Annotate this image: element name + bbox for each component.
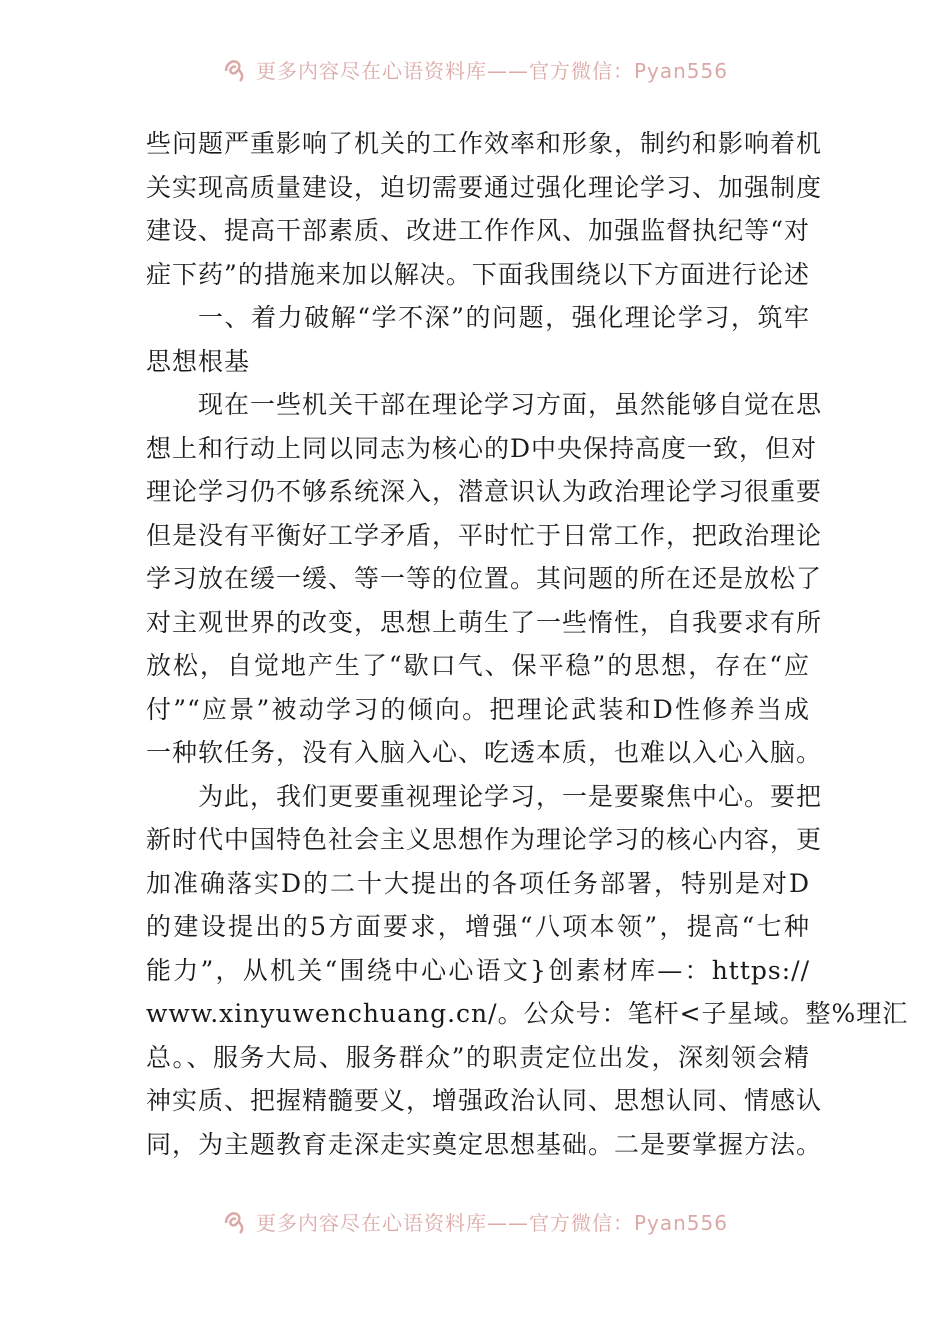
text-line: 加准确落实D的二十大提出的各项任务部署，特别是对D [146,868,810,898]
footer-watermark [0,1206,950,1236]
text-line: 些问题严重影响了机关的工作效率和形象，制约和影响着机 [146,129,823,158]
text-line: 症下药”的措施来加以解决。下面我围绕以下方面进行论述 [146,259,810,289]
section-heading-line: 一、着力破解“学不深”的问题，强化理论学习，筑牢 [198,303,810,332]
text-line: www.xinyuwenchuang.cn/。公众号：笔杆<子星域。整%理汇 [146,999,909,1028]
text-line: 付”“应景”被动学习的倾向。把理论武装和D性修养当成 [146,694,810,724]
text-line: 为此，我们更要重视理论学习，一是要聚焦中心。要把 [198,781,823,811]
watermark-logo-icon [222,55,250,83]
watermark-logo-icon [222,1207,250,1235]
text-line: 建设、提高干部素质、改进工作作风、加强监督执纪等“对 [146,216,810,245]
text-line: 关实现高质量建设，迫切需要通过强化理论学习、加强制度 [146,172,823,202]
section-heading-line: 思想根基 [146,346,251,376]
text-line: 新时代中国特色社会主义思想作为理论学习的核心内容，更 [146,825,823,854]
text-line: 的建设提出的5方面要求，增强“八项本领”，提高“七种 [146,912,810,941]
text-line: 同，为主题教育走深走实奠定思想基础。二是要掌握方法。 [146,1129,823,1159]
text-line: 放松，自觉地产生了“歇口气、保平稳”的思想，存在“应 [146,651,810,680]
text-line: 想上和行动上同以同志为核心的D中央保持高度一致，但对 [146,433,818,463]
text-line: 现在一些机关干部在理论学习方面，虽然能够自觉在思 [198,390,823,419]
text-line: 能力”，从机关“围绕中心心语文}创素材库—：https:// [146,955,810,985]
text-line: 一种软任务，没有入脑入心、吃透本质，也难以入心入脑。 [146,738,823,767]
document-body [146,122,909,1166]
text-line: 理论学习仍不够系统深入，潜意识认为政治理论学习很重要 [146,477,823,506]
text-line: 对主观世界的改变，思想上萌生了一些惰性，自我要求有所 [146,607,823,637]
text-line: 学习放在缓一缓、等一等的位置。其问题的所在还是放松了 [146,564,823,593]
header-watermark [0,54,950,84]
watermark-text: 更多内容尽在心语资料库——官方微信：Pyan556 [255,1210,728,1235]
text-line: 总。、服务大局、服务群众”的职责定位出发，深刻领会精 [146,1042,810,1072]
watermark-text: 更多内容尽在心语资料库——官方微信：Pyan556 [255,58,728,83]
text-line: 神实质、把握精髓要义，增强政治认同、思想认同、情感认 [146,1086,823,1115]
text-line: 但是没有平衡好工学矛盾，平时忙于日常工作，把政治理论 [146,520,823,550]
